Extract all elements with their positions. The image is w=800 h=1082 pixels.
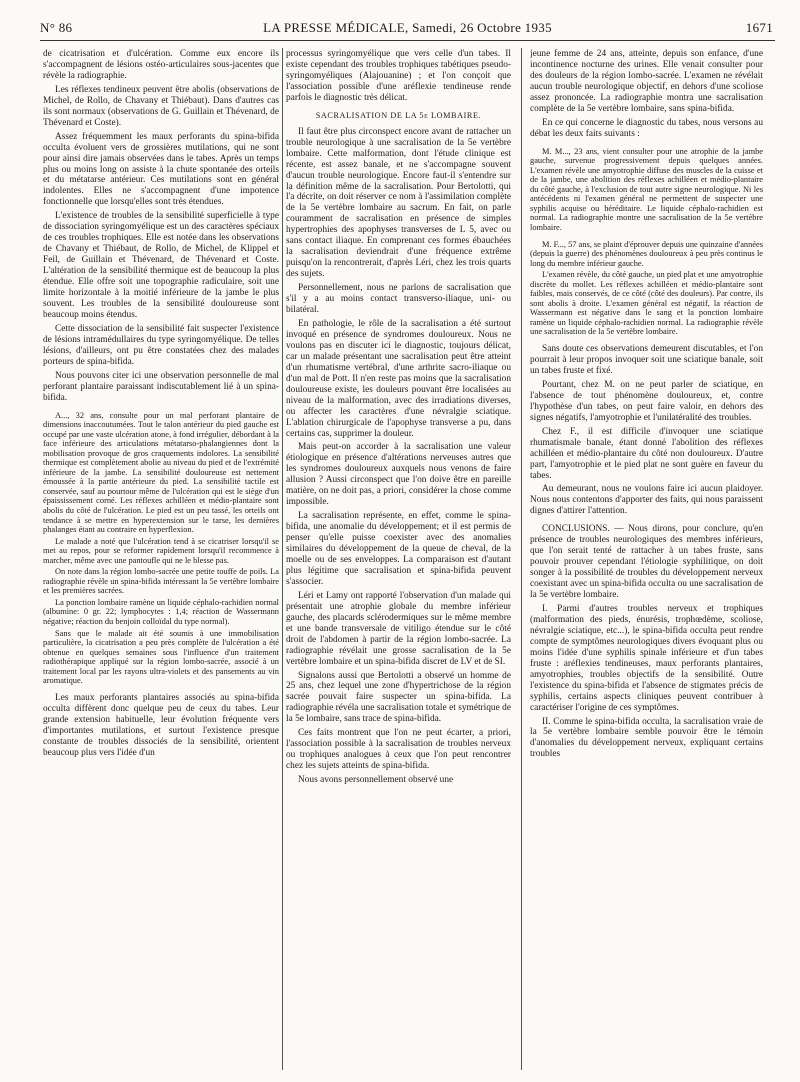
column-left (43, 49, 279, 1074)
paragraph: Assez fréquemment les maux perforants du spina-bifida occulta évoluent vers de grossières mutilations, qui ne sont pour ainsi dire jamais observées dans le tabes. Après un temps plus ou moins long on assiste à la chute spontanée des orteils et du métatarse antérieur. Ces mutilations sont en général indolentes. Elles ne s'accompagnent d'une impotence fonctionnelle que lorsqu'elles sont très étendues. (43, 131, 279, 208)
paragraph: Sans doute ces observations demeurent discutables, et l'on pourrait à leur propos invoquer soit une sciatique banale, soit un tabes fruste et fixé. (530, 344, 763, 376)
paragraph: CONCLUSIONS. — Nous dirons, pour conclure, qu'en présence de troubles neurologiques des membres inférieurs, que l'on serait tenté de rattacher à un tabes fruste, sans pouvoir prouver cependant l'étiologie syphilitique, on doit songer à la possibilité de troubles du développement nerveux coexistant avec un spina-bifida occulta ou une sacralisation de la 5e vertèbre lombaire. (530, 524, 763, 601)
journal-title: LA PRESSE MÉDICALE, Samedi, 26 Octobre 1935 (263, 20, 552, 35)
paragraph: M. M..., 23 ans, vient consulter pour une atrophie de la jambe gauche, survenue progressivement depuis quelques années. L'examen révèle une amyotrophie diffuse des muscles de la cuisse et de la jambe, une abolition des réflexes achilléen et médio-plantaire du côté gauche, à l'exclusion de tout autre signe neurologique. Ni les antécédents ni l'examen général ne permettent de suspecter une syphilis acquise ou héréditaire. Le liquide céphalo-rachidien est normal. La radiographie montre une sacralisation de la 5e vertèbre lombaire. (530, 146, 763, 232)
paragraph: II. Comme le spina-bifida occulta, la sacralisation vraie de la 5e vertèbre lombaire semble pouvoir être le témoin d'anomalies du développement nerveux, expliquant certains troubles (530, 716, 763, 760)
paragraph: Nous pouvons citer ici une observation personnelle de mal perforant plantaire paraissant indiscutablement lié à un spina-bifida. (43, 370, 279, 403)
paragraph: Pourtant, chez M. on ne peut parler de sciatique, en l'absence de tout phénomène douloureux, et, contre l'hypothèse d'un tabes, on peut faire valoir, en dehors des signes négatifs, l'amyotrophie et l'unilatéralité des troubles. (530, 379, 763, 423)
paragraph: jeune femme de 24 ans, atteinte, depuis son enfance, d'une incontinence nocturne des urines. Elle venait consulter pour des douleurs de la région lombo-sacrée. L'examen ne révélait aucun trouble neurologique objectif, en dehors d'une scoliose assez prononcée. La radiographie montra une sacralisation complète de la 5e vertèbre lombaire, sans spina-bifida. (530, 49, 763, 114)
paragraph: Les maux perforants plantaires associés au spina-bifida occulta diffèrent donc quelque peu de ceux du tabes. Leur grande extension habituelle, leur évolution fréquente vers d'importantes mutilations, et surtout l'existence presque constante de troubles dissociés de la sensibilité, orientent beaucoup plus vers l'idée d'un (43, 692, 279, 758)
paragraph: Nous avons personnellement observé une (298, 775, 454, 786)
paragraph: M. F..., 57 ans, se plaint d'éprouver depuis une quinzaine d'années (depuis la guerre) des phénomènes douloureux à peu près continus le long du membre inférieur gauche. (530, 239, 763, 268)
paragraph: Les réflexes tendineux peuvent être abolis (observations de Michel, de Rollo, de Chavany et Thiébaut). Dans d'autres cas ils sont normaux (observations de G. Guillain et Thévenard, de Thévenard et Coste). (43, 84, 279, 128)
paragraph: processus syringomyélique que vers celle d'un tabes. Il existe cependant des troubles trophiques tabétiques pseudo-syringomyéliques (Alajouanine) ; et l'on conçoit que l'association possible d'une aréflexie tendineuse rende parfois le diagnostic très délicat. (286, 49, 511, 103)
paragraph: A..., 32 ans, consulte pour un mal perforant plantaire de dimensions inaccoutumées. Tout le talon antérieur du pied gauche est occupé par une vaste ulcération atone, à fond irrégulier, débordant à la face inférieure des articulations métatarso-phalangiennes dont la mobilisation provoque de gros craquements indolores. La sensibilité thermique est complètement abolie au niveau du pied et de l'extrémité inférieure de la jambe. La sensibilité douloureuse est nettement émoussée à la partie antérieure du pied. La sensibilité tactile est conservée, sauf au pourtour même de l'ulcération qui est le siège d'un épaississement corné. Les réflexes achilléen et médio-plantaire sont abolis du côté de l'ulcération. Le pied est un peu tassé, les orteils ont tendance à se mettre en hyperextension sur le tarse, les dernières phalanges étant au contraire en hyperflexion. (43, 410, 279, 535)
paragraph: En pathologie, le rôle de la sacralisation a été surtout invoqué en présence de syndromes douloureux. Nous ne voulons pas en discuter ici le diagnostic, toujours délicat, car un malade présentant une sacralisation peut être atteint d'un rhumatisme vertébral, d'une arthrite sacro-iliaque ou d'un mal de Pott. Il n'en reste pas moins que la sacralisation douloureuse existe, les douleurs pouvant être localisées au niveau de la malformation, avec des irradiations diverses, ou affecter les caractères d'une névralgie sciatique. L'ablation chirurgicale de l'apophyse transverse a pu, dans certains cas, supprimer la douleur. (286, 318, 511, 439)
paragraph: En ce qui concerne le diagnostic du tabes, nous versons au débat les deux faits suivants : (530, 117, 763, 139)
paragraph: La sacralisation représente, en effet, comme le spina-bifida, une anomalie du développement; et il est permis de penser qu'elle puisse coexister avec des anomalies similaires du développement de la queue de cheval, de la moelle ou de ses enveloppes. La comparaison est d'autant plus légitime que sacralisation et spina-bifida peuvent s'associer. (286, 511, 511, 587)
column-right (530, 49, 763, 1074)
paragraph: Mais peut-on accorder à la sacralisation une valeur étiologique en présence d'altérations nerveuses autres que les syndromes douloureux auxquels nous venons de faire allusion ? Aussi circonspect que l'on doive être en pareille matière, on ne doit pas, a priori, considérer la chose comme impossible. (286, 442, 511, 508)
paragraph: Le malade a noté que l'ulcération tend à se cicatriser lorsqu'il se met au repos, pour se reformer rapidement lorsqu'il recommence à marcher, même avec une pantoufle qui ne le blesse pas. (43, 536, 279, 565)
paragraph: Sans que le malade ait été soumis à une immobilisation particulière, la cicatrisation a peu près complète de l'ulcération a été obtenue en quelques semaines sous l'influence d'un traitement radiothérapique appliqué sur la région lombo-sacrée, associé à un traitement local par les rayons ultra-violets et des pansements au vin aromatique. (43, 628, 279, 686)
paragraph: Cette dissociation de la sensibilité fait suspecter l'existence de lésions intramédullaires du type syringomyélique. De telles lésions, d'ailleurs, ont pu être constatées chez des malades porteurs de spina-bifida. (43, 323, 279, 367)
section-heading: SACRALISATION DE LA 5e LOMBAIRE. (315, 110, 482, 120)
paragraph: de cicatrisation et d'ulcération. Comme eux encore ils s'accompagnent de lésions ostéo-articulaires sous-jacentes que révèle la radiographie. (43, 49, 279, 81)
page-number: 1671 (745, 20, 773, 35)
paragraph: Au demeurant, nous ne voulons faire ici aucun plaidoyer. Nous nous contentons d'apporter des faits, qui nous paraissent dignes d'attirer l'attention. (530, 484, 763, 517)
paragraph: Personnellement, nous ne parlons de sacralisation que s'il y a au moins contact transverso-iliaque, uni- ou bilatéral. (286, 283, 511, 316)
paragraph: Léri et Lamy ont rapporté l'observation d'un malade qui présentait une atrophie globale du membre inférieur gauche, des placards sclérodermiques sur le même membre et une bande transversale de vitiligo étendue sur le côté droit de l'abdomen à partir de la région lombo-sacrée. La radiographie révélait une grosse sacralisation de la 5e vertèbre lombaire et un spina-bifida discret de LV et de SI. (286, 590, 511, 667)
paragraph: Ces faits montrent que l'on ne peut écarter, a priori, l'association possible à la sacralisation de troubles nerveux ou trophiques analogues à ceux que l'on peut rencontrer chez les sujets atteints de spina-bifida. (286, 728, 511, 772)
column-rule (521, 48, 522, 1070)
paragraph: On note dans la région lombo-sacrée une petite touffe de poils. La radiographie révèle un spina-bifida intéressant la 5e vertèbre lombaire et les premières sacrées. (43, 567, 279, 596)
paragraph: Chez F., il est difficile d'invoquer une sciatique rhumatismale banale, étant donné l'abolition des réflexes achilléen et médio-plantaire du côté non douloureux. D'autre part, l'amyotrophie et le pied plat ne sont guère en faveur du tabes. (530, 426, 763, 481)
column-rule (282, 48, 283, 1070)
paragraph: La ponction lombaire ramène un liquide céphalo-rachidien normal (albumine: 0 gr. 22; lymphocytes : 1,4; réaction de Wassermann négative; réaction du benjoin colloïdal du type normal). (43, 597, 279, 627)
paragraph: Il faut être plus circonspect encore avant de rattacher un trouble neurologique à une sacralisation de la 5e vertèbre lombaire. Cette malformation, dont l'étude clinique est récente, est assez banale, et ne s'accompagne souvent d'aucun trouble neurologique. Encore faut-il s'entendre sur la définition même de la sacralisation. Pour Bertolotti, qui l'a décrite, on doit réserver ce nom à l'assimilation complète de la 5e vertèbre lombaire au sacrum. En fait, on parle couramment de sacralisation en présence de simples hypertrophies des apophyses transverses de L 5, avec ou sans contact iliaque. En comprenant ces formes ébauchées la sacralisation deviendrait d'une fréquence extrême puisqu'on la rencontrerait, d'après Léri, chez les trois quarts des sujets. (286, 126, 511, 280)
page-header (40, 20, 775, 41)
paragraph: L'examen révèle, du côté gauche, un pied plat et une amyotrophie discrète du mollet. Les réflexes achilléen et médio-plantaire sont faibles, mais conservés, de ce côté (côté des douleurs). Par contre, ils sont abolis à droite. L'examen général est négatif, la réaction de Wassermann est négative dans le sang et la ponction lombaire ramène un liquide céphalo-rachidien normal. La radiographie révèle une sacralisation de la 5e vertèbre lombaire. (530, 270, 763, 337)
column-middle (286, 49, 511, 1074)
paragraph: I. Parmi d'autres troubles nerveux et trophiques (malformation des pieds, énurésis, trophœdème, scoliose, névralgie sciatique, etc...), le spina-bifida occulta peut rendre compte de symptômes neurologiques divers évoquant plus ou moins l'idée d'une syphilis spinale inférieure et d'un tabes fruste : aréflexies tendineuses, maux perforants plantaires, amyotrophies, troubles objectifs de la sensibilité. Outre l'existence du spina-bifida et l'absence de stigmates précis de syphilis, certains aspects cliniques peuvent contribuer à caractériser l'origine de ces symptômes. (530, 603, 763, 713)
issue-number: N° 86 (40, 20, 73, 35)
paragraph: L'existence de troubles de la sensibilité superficielle à type de dissociation syringomyélique est un des caractères spéciaux de ces troubles trophiques. Elle est notée dans les observations de Chavany et Thiébaut, de Rollo, de Michel, de Klippel et Feil, de Guillain et Thévenard, de Thévenard et Coste. L'altération de la sensibilité thermique est de beaucoup la plus étendue. Elle offre soit une topographie radiculaire, soit une limite horizontale à la moitié inférieure de la jambe le plus souvent. Les troubles de la sensibilité douloureuse sont beaucoup moins étendus. (43, 211, 279, 320)
paragraph: Signalons aussi que Bertolotti a observé un homme de 25 ans, chez lequel une zone d'hypertrichose de la région sacrée pouvait faire suspecter un spina-bifida. La radiographie révéla une sacralisation totale et symétrique de la 5e lombaire, sans trace de spina-bifida. (286, 670, 511, 725)
